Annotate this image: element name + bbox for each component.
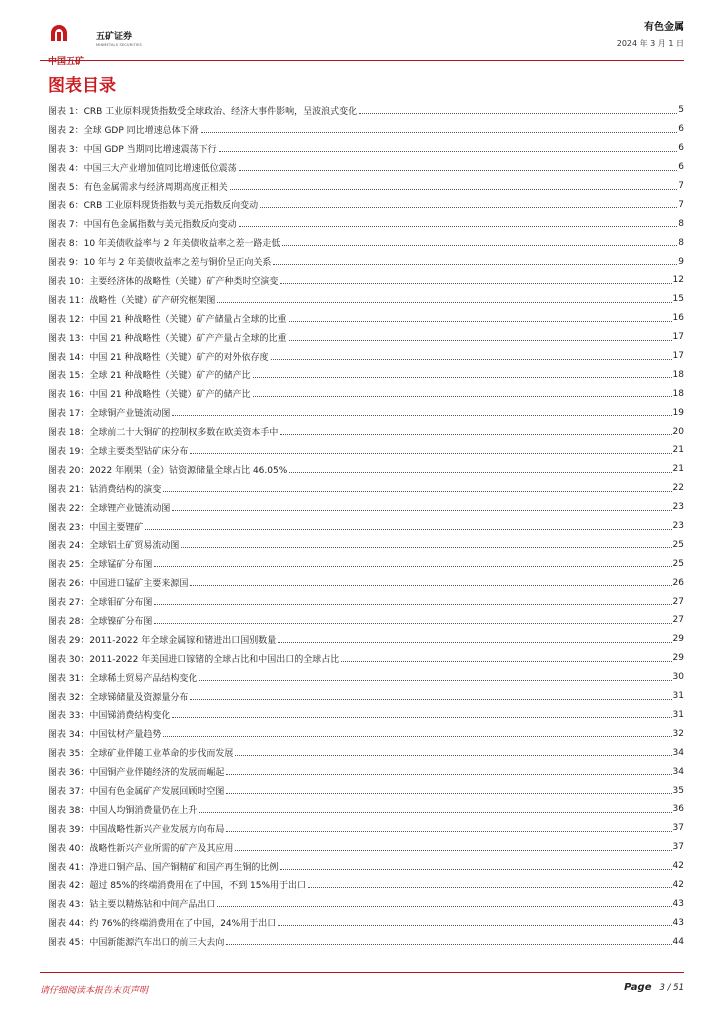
toc-entry-label: 图表 26：: [48, 579, 90, 590]
toc-dot-leader: [260, 207, 677, 208]
toc-entry-page[interactable]: 34: [672, 766, 684, 777]
toc-entry[interactable]: [48, 819, 684, 838]
toc-entry-label: 图表 43：: [48, 900, 90, 911]
toc-entry-label: 图表 20：: [48, 465, 90, 476]
toc-entry-page[interactable]: 29: [672, 634, 684, 645]
toc-entry-page[interactable]: 32: [672, 728, 684, 739]
toc-entry-title[interactable]: 全球锂产业链流动图: [89, 503, 171, 514]
toc-entry-page[interactable]: 25: [672, 539, 684, 550]
toc-entry-page[interactable]: 17: [672, 351, 684, 362]
toc-entry-page[interactable]: 37: [672, 842, 684, 853]
toc-entry-title[interactable]: 超过 85%的终端消费用在了中国，不到 15%用于出口: [89, 881, 307, 892]
toc-entry-page[interactable]: 18: [672, 388, 684, 399]
toc-entry[interactable]: [48, 252, 684, 271]
toc-dot-leader: [280, 869, 671, 870]
toc-entry-label: 图表 7：: [48, 220, 84, 231]
toc-entry-page[interactable]: 8: [678, 237, 684, 248]
toc-dot-leader: [289, 321, 672, 322]
toc-entry-page[interactable]: 15: [672, 294, 684, 305]
toc-dot-leader: [226, 774, 671, 775]
toc-entry-page[interactable]: 43: [672, 917, 684, 928]
toc-entry-title[interactable]: 全球矿业伴随工业革命的步伐而发展: [89, 749, 234, 760]
toc-dot-leader: [235, 850, 671, 851]
toc-entry-title[interactable]: 中国 21 种战略性（关键）矿产储量占全球的比重: [89, 314, 287, 325]
toc-entry-page[interactable]: 34: [672, 747, 684, 758]
toc-dot-leader: [190, 699, 671, 700]
toc-entry-page[interactable]: 27: [672, 615, 684, 626]
toc-entry-page[interactable]: 31: [672, 691, 684, 702]
toc-dot-leader: [359, 113, 677, 114]
toc-dot-leader: [154, 623, 671, 624]
toc-entry-label: 图表 30：: [48, 654, 90, 665]
toc-entry-title[interactable]: 中国三大产业增加值同比增速低位震荡: [83, 163, 237, 174]
toc-entry[interactable]: [48, 120, 684, 139]
toc-entry-page[interactable]: 19: [672, 407, 684, 418]
toc-entry-title[interactable]: 中国人均铜消费量仍在上升: [89, 805, 198, 816]
toc-entry[interactable]: [48, 762, 684, 781]
minmetals-logo-icon: [48, 24, 70, 42]
toc-entry-page[interactable]: 22: [672, 483, 684, 494]
toc-entry-page[interactable]: 26: [672, 577, 684, 588]
toc-entry[interactable]: [48, 630, 684, 649]
toc-dot-leader: [190, 453, 671, 454]
figure-table-of-contents: [48, 101, 684, 951]
toc-dot-leader: [201, 132, 678, 133]
toc-entry-title[interactable]: 中国战略性新兴产业发展方向布局: [89, 824, 225, 835]
toc-entry-label: 图表 40：: [48, 843, 90, 854]
toc-dot-leader: [154, 604, 671, 605]
toc-entry-title[interactable]: 10 年美债收益率与 2 年美债收益率之差一路走低: [83, 239, 281, 250]
toc-dot-leader: [239, 226, 678, 227]
toc-entry-label: 图表 34：: [48, 730, 90, 741]
toc-entry-page[interactable]: 30: [672, 672, 684, 683]
toc-dot-leader: [226, 944, 671, 945]
toc-entry-label: 图表 28：: [48, 616, 90, 627]
toc-entry-title[interactable]: 全球铜产业链流动图: [89, 409, 171, 420]
toc-entry-title[interactable]: 全球主要类型钴矿床分布: [89, 446, 189, 457]
toc-entry-label: 图表 18：: [48, 428, 90, 439]
toc-dot-leader: [280, 283, 671, 284]
footer-divider: [40, 972, 684, 973]
toc-entry-label: 图表 39：: [48, 824, 90, 835]
toc-entry-label: 图表 2：: [48, 125, 84, 136]
toc-entry-page[interactable]: 25: [672, 558, 684, 569]
toc-entry-page[interactable]: 21: [672, 464, 684, 475]
toc-dot-leader: [280, 434, 671, 435]
toc-entry-label: 图表 29：: [48, 635, 90, 646]
toc-entry-label: 图表 24：: [48, 541, 90, 552]
toc-entry[interactable]: [48, 932, 684, 951]
toc-entry-title[interactable]: 中国 21 种战略性（关键）矿产的储产比: [89, 390, 251, 401]
toc-entry-page[interactable]: 21: [672, 445, 684, 456]
toc-entry[interactable]: [48, 781, 684, 800]
toc-entry-title[interactable]: 全球 21 种战略性（关键）矿产的储产比: [89, 371, 251, 382]
toc-entry-label: 图表 11：: [48, 295, 90, 306]
toc-entry[interactable]: [48, 271, 684, 290]
toc-entry-title[interactable]: 钴消费结构的演变: [89, 484, 162, 495]
toc-entry-label: 图表 9：: [48, 258, 84, 269]
toc-entry-page[interactable]: 42: [672, 879, 684, 890]
toc-entry-title[interactable]: 中国 21 种战略性（关键）矿产的对外依存度: [89, 352, 269, 363]
toc-entry[interactable]: [48, 290, 684, 309]
toc-entry-title[interactable]: 10 年与 2 年美债收益率之差与铜价呈正向关系: [83, 258, 272, 269]
toc-entry-page[interactable]: 7: [678, 199, 684, 210]
toc-entry[interactable]: [48, 158, 684, 177]
toc-entry-page[interactable]: 7: [678, 181, 684, 191]
toc-entry[interactable]: [48, 876, 684, 895]
toc-entry-title[interactable]: 中国有色金属指数与美元指数反向变动: [83, 220, 237, 231]
toc-entry-label: 图表 16：: [48, 390, 90, 401]
toc-dot-leader: [278, 642, 671, 643]
toc-entry[interactable]: [48, 668, 684, 687]
toc-entry-title[interactable]: 主要经济体的战略性（关键）矿产种类时空演变: [89, 276, 279, 287]
toc-entry-label: 图表 31：: [48, 673, 90, 684]
toc-entry-title[interactable]: 2011-2022 年全球金属镓和锗进出口国别数量: [89, 635, 277, 646]
toc-entry[interactable]: [48, 743, 684, 762]
toc-entry-title[interactable]: 中国铜产业伴随经济的发展而崛起: [89, 768, 225, 779]
toc-entry-label: 图表 44：: [48, 919, 90, 930]
toc-entry[interactable]: [48, 195, 684, 214]
toc-entry-label: 图表 36：: [48, 768, 90, 779]
report-date: 2024 年 3 月 1 日: [616, 39, 684, 48]
toc-entry-title[interactable]: 全球锑储量及资源量分布: [89, 692, 189, 703]
page-number: 3 / 51: [659, 983, 684, 993]
toc-dot-leader: [226, 793, 671, 794]
toc-entry[interactable]: [48, 894, 684, 913]
toc-dot-leader: [282, 245, 677, 246]
toc-entry-page[interactable]: 8: [678, 218, 684, 229]
toc-entry[interactable]: [48, 233, 684, 252]
toc-entry-title[interactable]: 全球前二十大铜矿的控制权多数在欧美资本手中: [89, 428, 279, 439]
toc-entry-page[interactable]: 36: [672, 804, 684, 815]
toc-entry-title[interactable]: 全球钼矿分布图: [89, 598, 153, 609]
toc-entry-page[interactable]: 29: [672, 653, 684, 664]
toc-entry[interactable]: [48, 838, 684, 857]
toc-entry-page[interactable]: 42: [672, 861, 684, 872]
toc-dot-leader: [199, 680, 671, 681]
toc-entry-label: 图表 6：: [48, 201, 84, 212]
toc-entry-page[interactable]: 23: [672, 502, 684, 513]
toc-dot-leader: [181, 547, 671, 548]
minmetals-logo: [48, 24, 85, 67]
toc-entry-title[interactable]: CRB 工业原料现货指数受全球政治、经济大事件影响，呈波浪式变化: [83, 106, 358, 117]
toc-entry[interactable]: [48, 706, 684, 725]
toc-entry-label: 图表 10：: [48, 276, 90, 287]
toc-dot-leader: [172, 415, 671, 416]
toc-entry[interactable]: [48, 479, 684, 498]
toc-entry-label: 图表 38：: [48, 805, 90, 816]
toc-entry-label: 图表 27：: [48, 598, 90, 609]
toc-entry-label: 图表 13：: [48, 333, 90, 344]
toc-entry-page[interactable]: 9: [678, 256, 684, 267]
toc-entry-title[interactable]: 中国锑消费结构变化: [89, 711, 171, 722]
toc-entry-title[interactable]: 中国钛材产量趋势: [89, 730, 162, 741]
toc-entry[interactable]: [48, 535, 684, 554]
toc-dot-leader: [145, 529, 671, 530]
toc-dot-leader: [341, 661, 671, 662]
toc-dot-leader: [172, 717, 671, 718]
toc-entry-page[interactable]: 18: [672, 369, 684, 380]
toc-entry[interactable]: [48, 687, 684, 706]
toc-entry-title[interactable]: 钴主要以精炼钴和中间产品出口: [89, 900, 216, 911]
securities-logo: [96, 29, 142, 47]
toc-entry-page[interactable]: 43: [672, 898, 684, 909]
toc-entry-page[interactable]: 37: [672, 823, 684, 834]
toc-entry-page[interactable]: 6: [678, 162, 684, 173]
toc-dot-leader: [278, 925, 671, 926]
toc-dot-leader: [239, 170, 678, 171]
toc-entry-page[interactable]: 16: [672, 313, 684, 324]
toc-entry-title[interactable]: 中国进口锰矿主要来源国: [89, 579, 189, 590]
toc-entry-title[interactable]: 中国有色金属矿产发展回顾时空图: [89, 787, 225, 797]
toc-entry-title[interactable]: 全球锰矿分布图: [89, 560, 153, 571]
toc-dot-leader: [271, 359, 672, 360]
toc-entry[interactable]: [48, 139, 684, 158]
toc-dot-leader: [190, 585, 671, 586]
toc-dot-leader: [289, 472, 671, 473]
toc-dot-leader: [217, 302, 671, 303]
toc-entry-title[interactable]: 中国新能源汽车出口的前三大去向: [89, 938, 225, 949]
company-logo-text: 中国五矿: [48, 57, 85, 67]
toc-entry-label: 图表 22：: [48, 503, 90, 514]
securities-name: 五矿证券: [96, 32, 133, 42]
toc-dot-leader: [273, 264, 677, 265]
toc-entry[interactable]: [48, 403, 684, 422]
toc-entry-title[interactable]: 全球铝土矿贸易流动图: [89, 541, 180, 552]
toc-entry-label: 图表 15：: [48, 371, 90, 382]
page-word: Page: [624, 982, 652, 993]
toc-entry-label: 图表 35：: [48, 749, 90, 760]
toc-dot-leader: [289, 340, 672, 341]
toc-entry-label: 图表 4：: [48, 163, 84, 174]
toc-entry-page[interactable]: 20: [672, 426, 684, 437]
toc-entry-title[interactable]: 全球 GDP 同比增速总体下滑: [83, 125, 199, 136]
toc-entry[interactable]: [48, 177, 684, 196]
toc-entry-page[interactable]: 35: [672, 785, 684, 796]
toc-entry-page[interactable]: 23: [672, 521, 684, 532]
toc-entry-label: 图表 45：: [48, 938, 90, 949]
header-divider: [40, 60, 684, 61]
toc-entry-title[interactable]: 有色金属需求与经济周期高度正相关: [83, 182, 228, 193]
sector-label: 有色金属: [644, 22, 684, 33]
toc-entry-page[interactable]: 44: [672, 936, 684, 947]
toc-entry-page[interactable]: 6: [678, 124, 684, 135]
toc-entry[interactable]: [48, 498, 684, 517]
toc-entry[interactable]: [48, 441, 684, 460]
toc-entry[interactable]: [48, 611, 684, 630]
toc-dot-leader: [226, 831, 671, 832]
toc-entry[interactable]: [48, 422, 684, 441]
toc-dot-leader: [219, 151, 678, 152]
toc-entry-label: 图表 19：: [48, 446, 90, 457]
toc-dot-leader: [163, 736, 671, 737]
toc-dot-leader: [163, 491, 671, 492]
page-title: 图表目录: [48, 76, 116, 96]
toc-entry-label: 图表 32：: [48, 692, 90, 703]
toc-entry-label: 图表 14：: [48, 352, 90, 363]
toc-dot-leader: [230, 189, 678, 190]
toc-entry-label: 图表 42：: [48, 881, 90, 892]
toc-entry-title[interactable]: 全球镍矿分布图: [89, 616, 153, 627]
toc-entry[interactable]: [48, 384, 684, 403]
toc-entry[interactable]: [48, 460, 684, 479]
toc-dot-leader: [172, 510, 671, 511]
toc-entry[interactable]: [48, 724, 684, 743]
toc-entry-label: 图表 12：: [48, 314, 90, 325]
disclaimer-note: 请仔细阅读本报告末页声明: [40, 986, 149, 996]
page-indicator: [624, 982, 684, 993]
toc-entry-page[interactable]: 12: [672, 275, 684, 286]
toc-entry-page[interactable]: 31: [672, 709, 684, 720]
securities-english-name: MINMETALS SECURITIES: [96, 43, 142, 47]
toc-entry-label: 图表 5：: [48, 182, 84, 193]
toc-entry[interactable]: [48, 913, 684, 932]
toc-entry[interactable]: [48, 309, 684, 328]
toc-entry-title[interactable]: CRB 工业原料现货指数与美元指数反向变动: [83, 201, 259, 212]
toc-entry-label: 图表 21：: [48, 484, 90, 495]
toc-entry[interactable]: [48, 347, 684, 366]
toc-entry-label: 图表 8：: [48, 239, 84, 250]
toc-entry[interactable]: [48, 592, 684, 611]
toc-entry-label: 图表 1：: [48, 106, 84, 117]
toc-dot-leader: [199, 812, 671, 813]
toc-entry-title[interactable]: 全球稀土贸易产品结构变化: [89, 673, 198, 684]
toc-entry-page[interactable]: 27: [672, 596, 684, 607]
toc-entry-title[interactable]: 战略性（关键）矿产研究框架图: [89, 295, 216, 306]
toc-entry-title[interactable]: 中国 GDP 当期同比增速震荡下行: [83, 144, 217, 155]
toc-entry[interactable]: [48, 800, 684, 819]
toc-entry[interactable]: [48, 101, 684, 120]
toc-entry-label: 图表 41：: [48, 862, 90, 873]
toc-entry-title[interactable]: 战略性新兴产业所需的矿产及其应用: [89, 843, 234, 854]
toc-entry-label: 图表 23：: [48, 522, 90, 533]
toc-entry[interactable]: [48, 214, 684, 233]
toc-entry-label: 图表 17：: [48, 409, 90, 420]
toc-dot-leader: [217, 906, 671, 907]
toc-entry[interactable]: [48, 517, 684, 536]
page-header: [40, 10, 684, 67]
toc-dot-leader: [253, 396, 672, 397]
toc-entry-title[interactable]: 2011-2022 年美国进口镓锗的全球占比和中国出口的全球占比: [89, 654, 340, 665]
toc-dot-leader: [235, 755, 671, 756]
toc-entry-label: 图表 25：: [48, 560, 90, 571]
toc-entry-label: 图表 33：: [48, 711, 90, 722]
toc-entry[interactable]: [48, 573, 684, 592]
toc-entry[interactable]: [48, 857, 684, 876]
toc-entry-title[interactable]: 中国主要锂矿: [89, 522, 144, 533]
toc-entry-title[interactable]: 约 76%的终端消费用在了中国，24%用于出口: [89, 919, 277, 930]
toc-entry[interactable]: [48, 649, 684, 668]
toc-entry-title[interactable]: 2022 年刚果（金）钴资源储量全球占比 46.05%: [89, 465, 288, 476]
toc-entry-label: 图表 37：: [48, 787, 90, 797]
toc-dot-leader: [253, 377, 672, 378]
toc-entry[interactable]: [48, 328, 684, 347]
toc-entry-title[interactable]: 净进口铜产品、国产铜精矿和国产再生铜的比例: [89, 862, 279, 873]
toc-entry-page[interactable]: 17: [672, 332, 684, 343]
toc-entry[interactable]: [48, 554, 684, 573]
toc-entry-page[interactable]: 5: [678, 105, 684, 116]
toc-entry-title[interactable]: 中国 21 种战略性（关键）矿产产量占全球的比重: [89, 333, 287, 344]
toc-entry-label: 图表 3：: [48, 144, 84, 155]
toc-entry[interactable]: [48, 365, 684, 384]
toc-entry-page[interactable]: 6: [678, 143, 684, 154]
toc-dot-leader: [308, 887, 671, 888]
toc-dot-leader: [154, 566, 671, 567]
